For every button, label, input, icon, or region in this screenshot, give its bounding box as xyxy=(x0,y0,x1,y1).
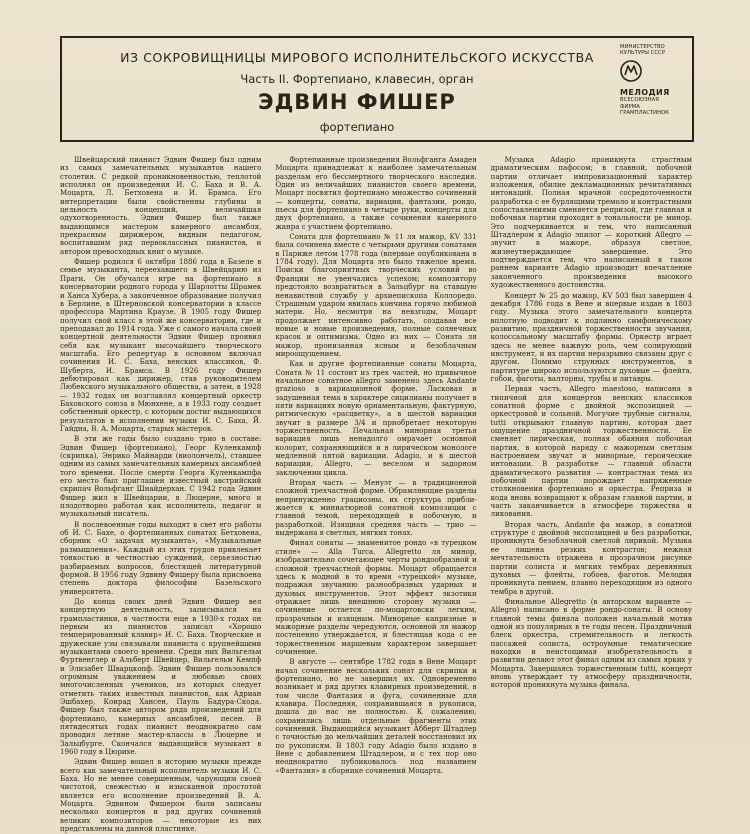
header-box xyxy=(60,36,694,142)
article-paragraph: Швейцарский пианист Эдвин Фишер был одним из самых замечательных музыкантов нашего столетия. С редкой проникновенностью, теплотой исполнял он произведения И. С. Баха и В. А. Моцарта, Л. Бетховена и И. Брамса. Его интерпретации были свойственны глубины и цельность концепций, величайшая одухотворенность. Эдвин Фишер был также выдающимся мастером камерного ансамбля, прекрасным дирижером, видным педагогом, воспитавшим ряд первоклассных пианистов, и автором превосходных книг о музыке. xyxy=(60,155,262,256)
ministry-line-1: МИНИСТЕРСТВО xyxy=(620,44,665,50)
brand-name: МЕЛОДИЯ xyxy=(620,88,670,98)
article-paragraph: Финал сонаты — знаменитое рондо «в турецком стиле» — Alla Turca. Allegretto ля минор, изобразительно сочетающее черты рондообразной и сложной трехчастной формы. Моцарт обращается здесь к модной в то время «турецкой» музыке, подражая звучанию разнообразных ударных и духовых инструментов. Этот эффект экзотики отражает лишь внешнюю сторону музыки — сочинение остается по-моцартовски легким, прозрачным и изящным. Минорные капризные и мажорные разделы чередуются, основной ля мажор постепенно утверждается, и блестящая кода с ее торжественным маршевым характером завершает сочинение. xyxy=(275,538,477,656)
series-part: Часть II. Фортепиано, клавесин, орган xyxy=(240,72,474,86)
article-paragraph: Фишер родился 6 октября 1886 года в Базеле в семье музыканта, переехавшего в Швейцарию из Праги. Он обучался игре на фортепиано в консерватории родного города у Шарлотты Шрамек и Ханса Хубера, а законченное образование получил в Берлине, в Штерновской консерватории в классе профессора Мартина Краузе. В 1905 году Фишер получил свой класс в этой же консерватории, где и преподавал до 1914 года. Уже с самого начала своей концертной деятельности Эдвин Фишер проявил себя как музыкант высочайшего творческого масштаба. Его репертуар в основном включал сочинения И. С. Баха, венских классиков, Ф. Шуберта, И. Брамса. В 1926 году Фишер дебютировал как дирижер, став руководителем Любекского музыкального общества, а затем, в 1928 — 1932 годах он возглавлял концертный оркестр Баховского союза в Мюнхене, а в 1933 году создает собственный оркестр, с которым достиг выдающихся результатов в исполнении музыки И. С. Баха, Й. Гайдна, В. А. Моцарта, старых мастеров. xyxy=(60,257,262,433)
article-columns xyxy=(60,155,692,834)
article-paragraph: Как и другие фортепианные сонаты Моцарта, Соната № 11 состоит из трех частей, но привычное начальное сонатное allegro заменено здесь Andante grazioso в вариационной форме. Ласковая и задушевная тема в характере сицилианы получает в пяти вариациях новую орнаментальную, фактурную, ритмическую «расцветку», а в шестой вариации звучит в размере 3/4 и приобретает некоторую торжественность. Печальная минорная третья вариация лишь ненадолго омрачает основной колорит, сохраняющийся и в лирическом монологе медленной пятой вариации. Adagio, и в шестой вариации, Allegro, — веселом и задорном заключении цикла. xyxy=(275,359,477,477)
article-column-3 xyxy=(491,156,692,732)
article-paragraph: Музыка Adagio проникнута страстным драматическим пафосом; в главной, побочной партии отличает импровизационный характер изложения, обилие декламационных речитативных интонаций. Полная мрачной сосредоточенности разработка с ее бурлящими тремоло и контрастными сопоставлениями сменяется репризой, где главная и побочная партии проходят в тональности ре минор. Это подчеркивается и тем, что написанный Штадлером к Adagio эпилог — короткий Allegro — звучит в мажоре, образуя светлое, жизнеутверждающее завершение. Это подтверждается тем, что написанный в таком раннем варианте Adagio производит впечатление законченного произведения высокого художественного достоинства. xyxy=(490,155,692,290)
article-paragraph: В августе — сентябре 1782 года в Вене Моцарт начал сочинение нескольких сонат для скрипки и фортепиано, но не завершил их. Одновременно возникает и ряд других клавирных произведений, в том числе Фантазия и фуга, сочиненные для клавира. Последняя, сохранившаяся в рукописи, дошла до нас не полностью. К сожалению, сохранились лишь отдельные фрагменты этих сочинений. Выдающийся музыкант Абберт Штадлер с точностью до мельчайших деталей восстановил их по рукописям. В 1803 году Adagio было издано в Вене с добавлением Штадлером, и с тех пор оно неоднократно публиковалось под названием «Фантазия» в сборнике сочинений Моцарта. xyxy=(275,657,477,775)
article-paragraph: Эдвин Фишер вошел в историю музыки прежде всего как замечательный исполнитель музыки И. С. Баха. Но не менее совершенным, чарующим своей чистотой, свежестью и изысканной простотой является его исполнение произведений В. А. Моцарта. Эдвином Фишером были записаны несколько концертов и ряд других сочинений великих композиторов — некоторые из них представлены на данной пластинке. xyxy=(60,757,262,834)
article-column-2 xyxy=(275,155,477,775)
article-paragraph: В послевоенные годы выходят в свет его работы об И. С. Бахе, о фортепианных сонатах Бетховена, сборник «О задачах музыканта», «Музыкальные размышления». Каждый из этих трудов привлекает тонкостью и честностью суждений, серьезностью разбираемых вопросов, блестящей литературной формой. В 1956 году Эдвину Фишеру была присвоена степень доктора философии Базельского университета. xyxy=(60,519,262,596)
article-paragraph: Фортепианные произведения Вольфганга Амадея Моцарта принадлежат к наиболее замечательным разделам его бессмертного творческого наследия. Один из величайших пианистов своего времени, Моцарт посвятил фортепиано множество сочинений — концерты, сонаты, вариации, фантазии, рондо, пьесы для фортепиано в четыре руки, концерты для двух фортепиано, а также сочинения камерного жанра с участием фортепиано. xyxy=(275,155,477,231)
melodiya-logo-icon xyxy=(620,60,642,82)
article-paragraph: Соната для фортепиано № 11 ля мажор, KV 331 была сочинена вместе с четырьмя другими сонатами в Париже летом 1778 года (впервые опубликована в 1784 году). Для Моцарта это было тяжелое время. Поиски благоприятных творческих условий во Франции не увенчались успехом; композитору предстояло возвратиться в Зальцбург на ставшую ненавистной службу у архиепископа Коллоредо. Страшным ударом явилась кончина горячо любимой матери. Но, несмотря на невзгоды, Моцарт продолжает интенсивно работать, создавая все новые и новые произведения, полные солнечных красок и оптимизма. Одно из них — Соната ля мажор, пронизанная ясным и безоблачным мироощущением. xyxy=(275,232,477,358)
article-column-1 xyxy=(60,155,262,834)
performer-name: ЭДВИН ФИШЕР xyxy=(258,90,456,114)
article-paragraph: Первая часть, Allegro maestoso, написана в типичной для концертов венских классиков сонатной форме с двойной экспозицией — оркестровой и сольной. Могучие трубные сигналы, tutti открывают главную партию, которая дает ощущение праздничной торжественности. Ее сменяет лирическая, полная обаяния побочная партия, в которой наряду с мажорным светлым настроением звучат и минорные, героические интонации. В разработке — главной области драматического развития — контрастная тема из побочной партии порождает напряженные столкновения фортепиано и оркестра. Реприза и кода вновь возвращают к образам главной партии, и часть заканчивается в атмосфере торжества и ликования. xyxy=(490,384,692,519)
brand-sub-line-1: ВСЕСОЮЗНАЯ xyxy=(620,97,659,104)
article-paragraph: В эти же годы было создано трио в составе: Эдвин Фишер (фортепиано), Георг Куленкампф (скрипка), Энрико Майнарди (виолончель), ставшее одним из самых замечательных камерных ансамблей того времени. После смерти Георга Куленкампфа его место был приглашен известный австрийский скрипач Вольфганг Шнайдерхан. С 1942 года Эдвин Фишер жил в Швейцарии, в Люцерне, много и плодотворно работая как исполнитель, педагог и музыкальный писатель. xyxy=(60,434,262,519)
article-paragraph: До конца своих дней Эдвин Фишер вел концертную деятельность, записывался на грампластинки, в частности еще в 1930-х годах он первым из пианистов записал «Хорошо темперированный клавир» И. С. Баха. Творческие и дружеские узы связывали пианиста с крупнейшими музыкантами своего времени. Среди них Вильгельм Фуртвенглер и Альберт Швейцер, Вильгельм Кемпф и Элизабет Шварцкопф. Эдвин Фишер пользовался огромным уважением и любовью своих многочисленных учеников, из которых следует отметить таких известных пианистов, как Адриан Эшбахер, Конрад Хансен, Пауль Бадура-Скода. Фишер был также автором ряда произведений для фортепиано, камерных ансамблей, песен. В пятидесятых годах пианист неоднократно сам проводил летние мастер-классы в Люцерне и Зальцбурге. Скончался выдающийся музыкант в 1960 году в Цюрихе. xyxy=(60,596,262,757)
article-paragraph: Концерт № 25 до мажор, KV 503 был завершен 4 декабря 1786 года в Вене и впервые издан в 1803 году. Музыка этого замечательного концерта вплотную подводит к подлинно симфоническому развитию, праздничной торжественности звучания, колоссальному масштабу формы. Оркестр играет здесь не менее важную роль, чем солирующий инструмент, и их партии неразрывно связаны друг с другом. Помимо струнных инструментов, в партитуре широко используются духовые — флейта, гобои, фаготы, валторны, трубы и литавры. xyxy=(490,290,692,383)
article-paragraph: Вторая часть — Менуэт — в традиционной сложной трехчастной форме. Обрамляющие разделы непринужденно грациозны, их структура приближается к миниатюрной сонатной композиции с главной темой, переходящей в побочную, и разработкой. Изящная средняя часть — трио — выдержана в светлых, мягких тонах. xyxy=(275,478,477,538)
series-title: ИЗ СОКРОВИЩНИЦЫ МИРОВОГО ИСПОЛНИТЕЛЬСКОГО ИСКУССТВА xyxy=(120,50,594,65)
article-paragraph: Финальное Allegretto (в авторском варианте — Allegro) написано в форме рондо-сонаты. В основу главной темы финала положен начальный мотив одной из популярных в те годы песен. Праздничный блеск оркестра, стремительность и легкость пассажей солиста, остроумные тематические находки и неистощимая изобретательность в развитии делают этот финал одним из самых ярких у Моцарта. Завершаясь торжественным tutti, концерт вновь утверждает ту атмосферу праздничности, которой проникнута музыка финала. xyxy=(490,596,692,690)
melodiya-logo xyxy=(620,44,686,136)
brand-sub-line-2: ФИРМА xyxy=(620,103,640,110)
brand-sub-line-3: ГРАМПЛАСТИНОК xyxy=(620,109,670,116)
ministry-line-2: КУЛЬТУРЫ СССР xyxy=(620,50,665,57)
article-paragraph: Вторая часть, Andante фа мажор, в сонатной структуре с двойной экспозицией и без разработки, проникнута безоблачной светлой лирикой. Музыка ее лишена резких контрастов; нежная мечтательность отражена в прозрачном рисунке партии солиста и мягких тембрах деревянных духовых — флейты, гобоев, фаготов. Мелодия проникнута пением, плавно переходящим из одного тембра в другой. xyxy=(490,519,692,596)
instrument-label: фортепиано xyxy=(319,120,395,134)
